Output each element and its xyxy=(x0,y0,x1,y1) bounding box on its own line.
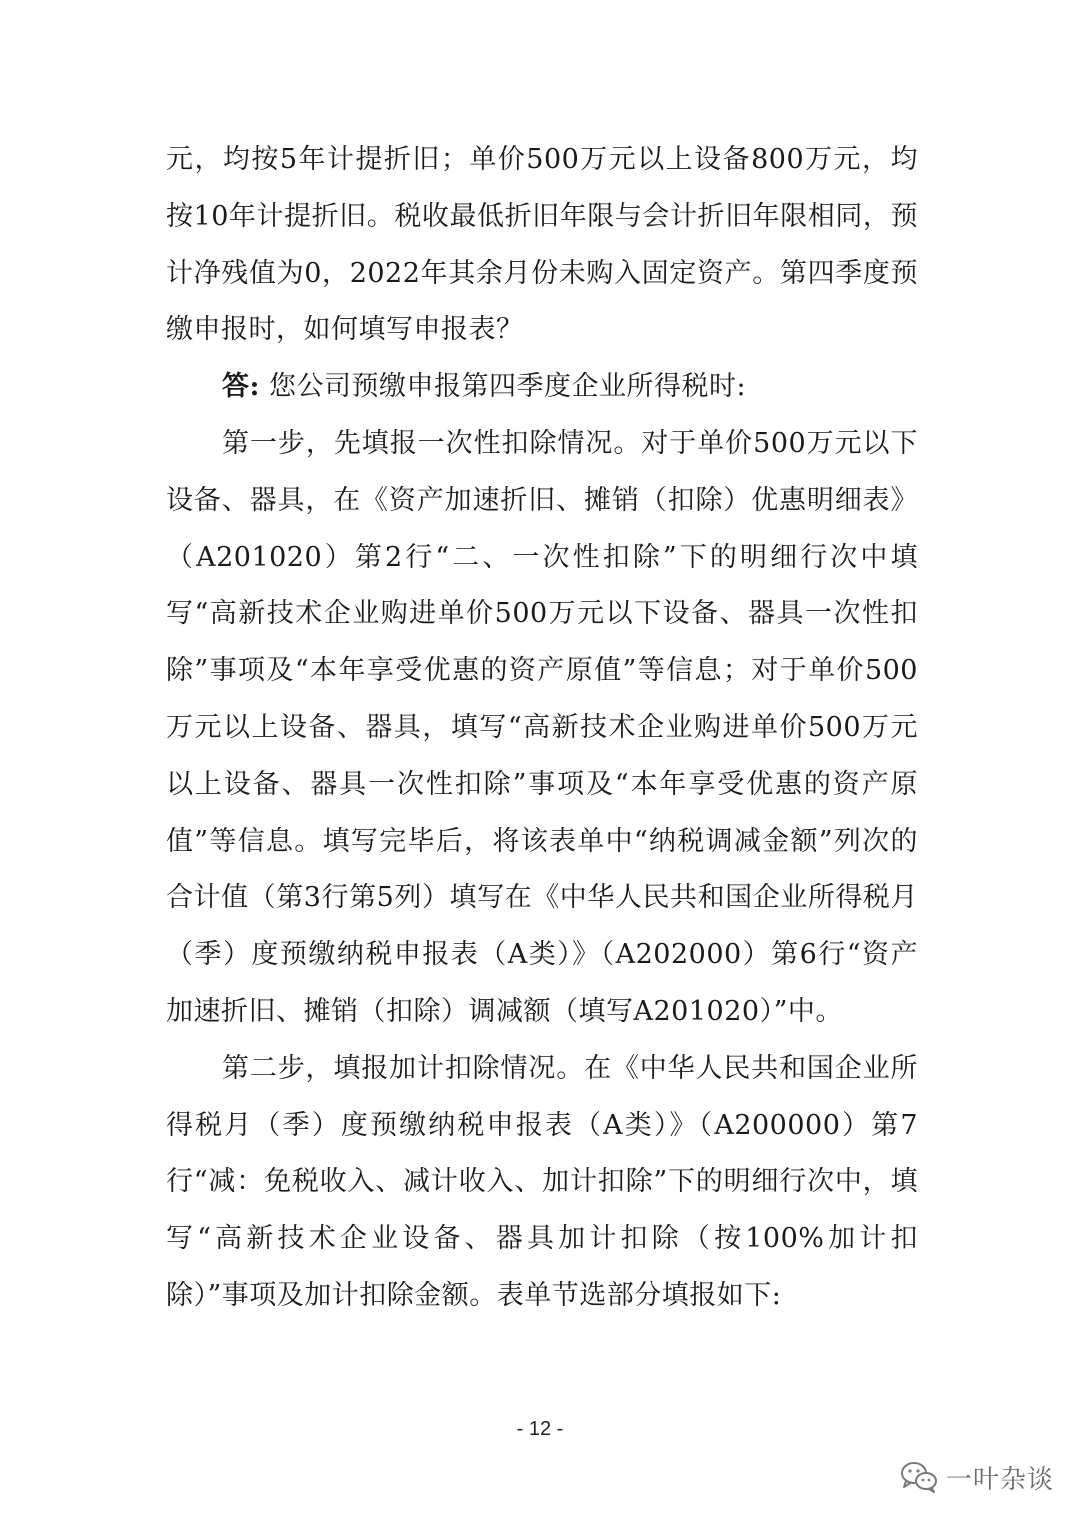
paragraph-answer-intro xyxy=(166,359,918,416)
paragraph-step-two: 第二步，填报加计扣除情况。在《中华人民共和国企业所得税月（季）度预缴纳税申报表（A类）》（A200000）第7行“减：免税收入、减计收入、加计扣除”下的明细行次中，填写“高新技术企业设备、器具加计扣除（按100%加计扣除）”事项及加计扣除金额。表单节选部分填报如下: xyxy=(166,1052,918,1311)
watermark-text: 一叶杂谈 xyxy=(946,1464,1055,1495)
page-number: - 12 - xyxy=(516,1418,564,1440)
answer-label: 答: xyxy=(222,371,260,403)
answer-intro-text: 您公司预缴申报第四季度企业所得税时: xyxy=(259,371,747,403)
wechat-icon xyxy=(900,1461,938,1493)
paragraph-question: 元，均按5年计提折旧；单价500万元以上设备800万元，均按10年计提折旧。税收最低折旧年限与会计折旧年限相同，预计净残值为0，2022年其余月份未购入固定资产。第四季度预缴申报时，如何填写申报表？ xyxy=(166,144,918,346)
paragraph-step-one: 第一步，先填报一次性扣除情况。对于单价500万元以下设备、器具，在《资产加速折旧、摊销（扣除）优惠明细表》（A201020）第2行“二、一次性扣除”下的明细行次中填写“高新技术企业购进单价500万元以下设备、器具一次性扣除”事项及“本年享受优惠的资产原值”等信息；对于单价500万元以上设备、器具，填写“高新技术企业购进单价500万元以上设备、器具一次性扣除”事项及“本年享受优惠的资产原值”等信息。填写完毕后，将该表单中“纳税调减金额”列次的合计值（第3行第5列）填写在《中华人民共和国企业所得税月（季）度预缴纳税申报表（A类）》（A202000）第6行“资产加速折旧、摊销（扣除）调减额（填写A201020）”中。 xyxy=(166,427,918,1027)
watermark xyxy=(900,1457,1054,1497)
document-body xyxy=(166,132,918,1325)
